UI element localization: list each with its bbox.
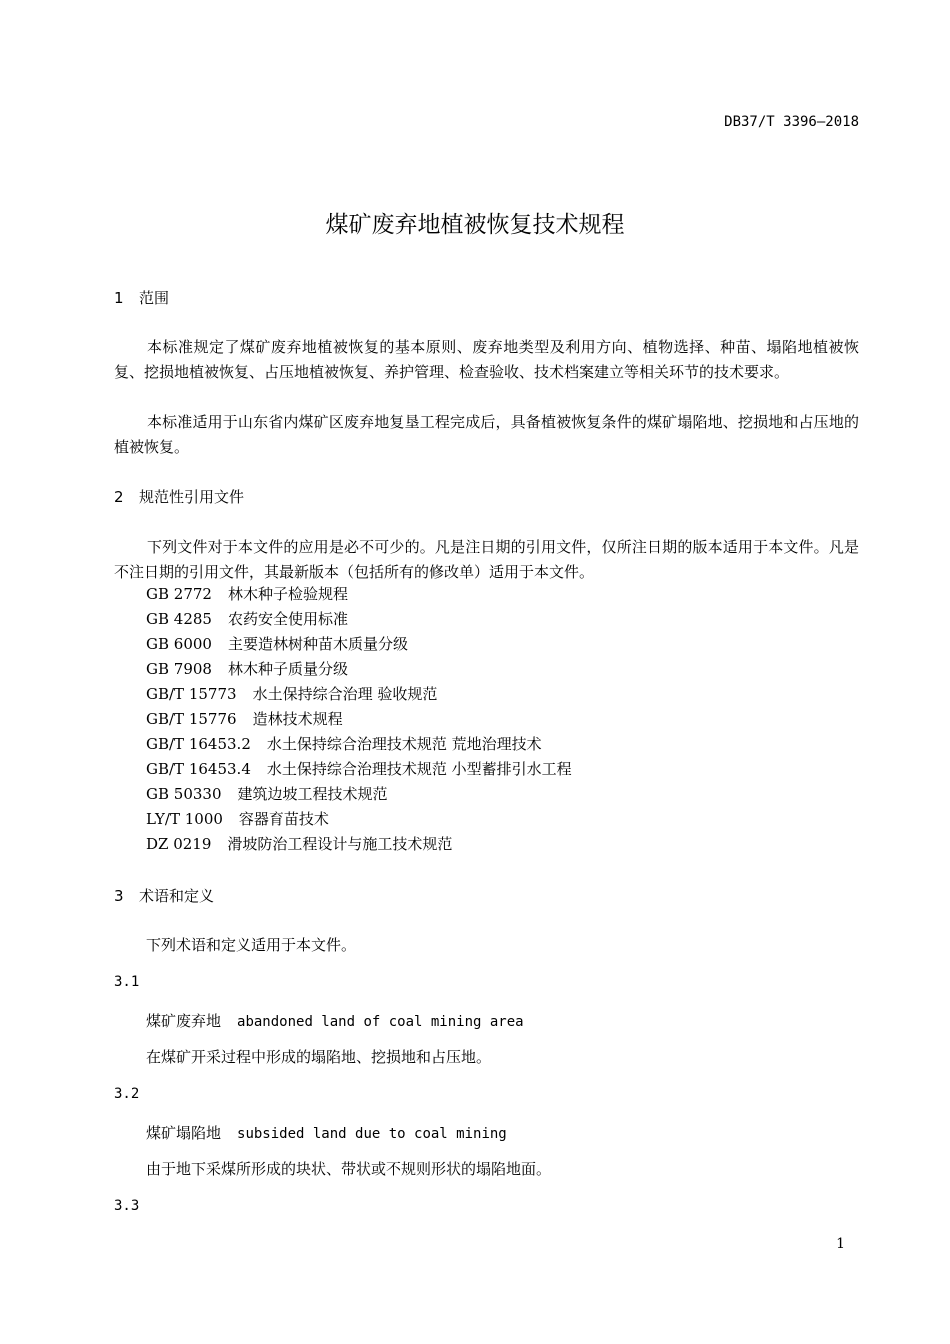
reference-code: GB 4285	[146, 610, 212, 628]
section-number: 3	[114, 887, 124, 905]
term-english: subsided land due to coal mining	[237, 1126, 507, 1142]
scope-paragraph-1: 本标准规定了煤矿废弃地植被恢复的基本原则、废弃地类型及利用方向、植物选择、种苗、塌陷地植被恢复、挖损地植被恢复、占压地植被恢复、养护管理、检查验收、技术档案建立等相关环节的技术要求。	[114, 338, 859, 381]
section-heading-normative-references	[114, 486, 244, 507]
clause-number: 3.3	[114, 1198, 140, 1214]
document-title: 煤矿废弃地植被恢复技术规程	[325, 212, 625, 238]
reference-code: DZ 0219	[146, 835, 212, 853]
section-heading-scope	[114, 287, 169, 308]
normative-intro-paragraph: 下列文件对于本文件的应用是必不可少的。凡是注日期的引用文件，仅所注日期的版本适用于本文件。凡是不注日期的引用文件，其最新版本（包括所有的修改单）适用于本文件。	[114, 538, 859, 581]
reference-code: GB 6000	[146, 635, 212, 653]
reference-title: 农药安全使用标准	[227, 610, 348, 628]
term-chinese: 煤矿废弃地	[146, 1012, 222, 1030]
reference-item	[146, 732, 572, 757]
term-heading	[146, 1122, 507, 1143]
reference-code: LY/T 1000	[146, 810, 223, 828]
reference-item	[146, 682, 572, 707]
terms-intro: 下列术语和定义适用于本文件。	[146, 936, 357, 954]
reference-title: 水土保持综合治理 验收规范	[252, 685, 438, 703]
clause-number: 3.1	[114, 974, 140, 990]
term-chinese: 煤矿塌陷地	[146, 1124, 222, 1142]
reference-title: 水土保持综合治理技术规范 荒地治理技术	[266, 735, 542, 753]
reference-title: 造林技术规程	[252, 710, 343, 728]
reference-title: 滑坡防治工程设计与施工技术规范	[227, 835, 453, 853]
reference-code: GB/T 15776	[146, 710, 237, 728]
section-number: 1	[114, 289, 124, 307]
reference-item	[146, 582, 572, 607]
reference-title: 主要造林树种苗木质量分级	[227, 635, 408, 653]
term-english: abandoned land of coal mining area	[237, 1014, 524, 1030]
reference-item	[146, 832, 572, 857]
reference-item	[146, 707, 572, 732]
term-definition: 由于地下采煤所形成的块状、带状或不规则形状的塌陷地面。	[146, 1160, 552, 1178]
reference-list	[146, 582, 572, 857]
reference-code: GB 7908	[146, 660, 212, 678]
scope-paragraph-2: 本标准适用于山东省内煤矿区废弃地复垦工程完成后，具备植被恢复条件的煤矿塌陷地、挖损地和占压地的植被恢复。	[114, 413, 859, 456]
reference-item	[146, 807, 572, 832]
reference-item	[146, 607, 572, 632]
page-number: 1	[836, 1236, 845, 1252]
standard-code: DB37/T 3396—2018	[724, 114, 859, 130]
reference-item	[146, 632, 572, 657]
reference-code: GB/T 16453.4	[146, 760, 251, 778]
reference-title: 水土保持综合治理技术规范 小型蓄排引水工程	[266, 760, 572, 778]
reference-code: GB 50330	[146, 785, 222, 803]
reference-item	[146, 757, 572, 782]
term-heading	[146, 1010, 524, 1031]
reference-title: 林木种子检验规程	[227, 585, 348, 603]
reference-item	[146, 657, 572, 682]
reference-title: 容器育苗技术	[238, 810, 329, 828]
section-title: 术语和定义	[139, 887, 215, 905]
section-heading-terms	[114, 885, 214, 906]
reference-title: 建筑边坡工程技术规范	[237, 785, 388, 803]
term-definition: 在煤矿开采过程中形成的塌陷地、挖损地和占压地。	[146, 1048, 492, 1066]
reference-code: GB/T 16453.2	[146, 735, 251, 753]
section-number: 2	[114, 488, 124, 506]
reference-title: 林木种子质量分级	[227, 660, 348, 678]
clause-number: 3.2	[114, 1086, 140, 1102]
reference-code: GB 2772	[146, 585, 212, 603]
section-title: 范围	[139, 289, 170, 307]
reference-code: GB/T 15773	[146, 685, 237, 703]
reference-item	[146, 782, 572, 807]
section-title: 规范性引用文件	[139, 488, 245, 506]
